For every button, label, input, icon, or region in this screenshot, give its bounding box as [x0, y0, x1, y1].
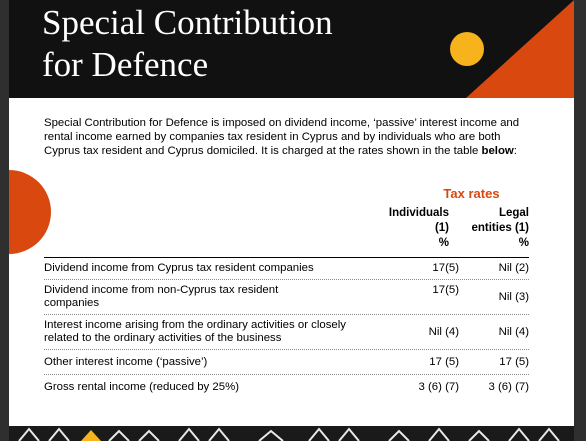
- tax-rates-header: Tax rates: [443, 186, 500, 201]
- column-header-legal-entities: [461, 206, 529, 251]
- title-line-2: for Defence: [42, 45, 209, 84]
- orange-half-circle-decoration: [9, 170, 51, 254]
- tax-rates-table: [44, 257, 529, 399]
- row-individuals-rate: 17(5): [432, 262, 459, 274]
- table-row: [44, 349, 529, 374]
- intro-bold-word: below: [481, 145, 514, 157]
- row-label: Dividend income from non-Cyprus tax resident companies: [44, 284, 279, 309]
- header-banner: [9, 0, 574, 98]
- column-header-individuals: [359, 206, 449, 251]
- column-header-individuals-line-3: %: [438, 237, 449, 249]
- title-line-1: Special Contribution: [42, 3, 333, 42]
- page-title: [42, 2, 333, 86]
- row-label: Dividend income from Cyprus tax resident companies: [44, 262, 314, 274]
- intro-text: Special Contribution for Defence is imposed on dividend income, ‘passive’ interest income and rental income earned by companies tax resident in Cyprus and by individuals who are both Cyprus tax resident and Cyprus domiciled. It is charged at the rates shown in the table: [44, 117, 520, 157]
- table-row: [44, 257, 529, 279]
- intro-paragraph: [44, 116, 539, 158]
- row-legal-rate: 3 (6) (7): [488, 380, 529, 393]
- row-legal-rate: Nil (2): [498, 262, 529, 274]
- row-individuals-rate: Nil (4): [428, 325, 459, 338]
- row-individuals-rate: 17(5): [432, 284, 459, 296]
- row-label: Gross rental income (reduced by 25%): [44, 381, 239, 393]
- table-row: [44, 374, 529, 399]
- column-header-legal-line-2: entities (1): [471, 222, 529, 234]
- table-row: [44, 314, 529, 349]
- row-individuals-rate: 17 (5): [429, 355, 459, 368]
- footer-pattern-strip: [9, 426, 574, 441]
- row-legal-rate: Nil (3): [498, 290, 529, 303]
- column-header-legal-line-1: Legal: [498, 207, 529, 219]
- column-header-individuals-line-1: Individuals: [388, 207, 449, 219]
- orange-triangle-decoration: [466, 0, 574, 98]
- row-legal-rate: Nil (4): [498, 325, 529, 338]
- row-legal-rate: 17 (5): [499, 355, 529, 368]
- row-label: Interest income arising from the ordinary activities or closely related to the ordinary activities of the business: [44, 319, 346, 344]
- column-header-legal-line-3: %: [518, 237, 529, 249]
- row-label: Other interest income (‘passive’): [44, 356, 208, 368]
- row-individuals-rate: 3 (6) (7): [418, 380, 459, 393]
- intro-end: :: [513, 145, 517, 157]
- column-header-individuals-line-2: (1): [434, 222, 449, 234]
- document-page: [9, 0, 574, 441]
- table-row: [44, 279, 529, 314]
- chevron-pattern: [9, 426, 574, 441]
